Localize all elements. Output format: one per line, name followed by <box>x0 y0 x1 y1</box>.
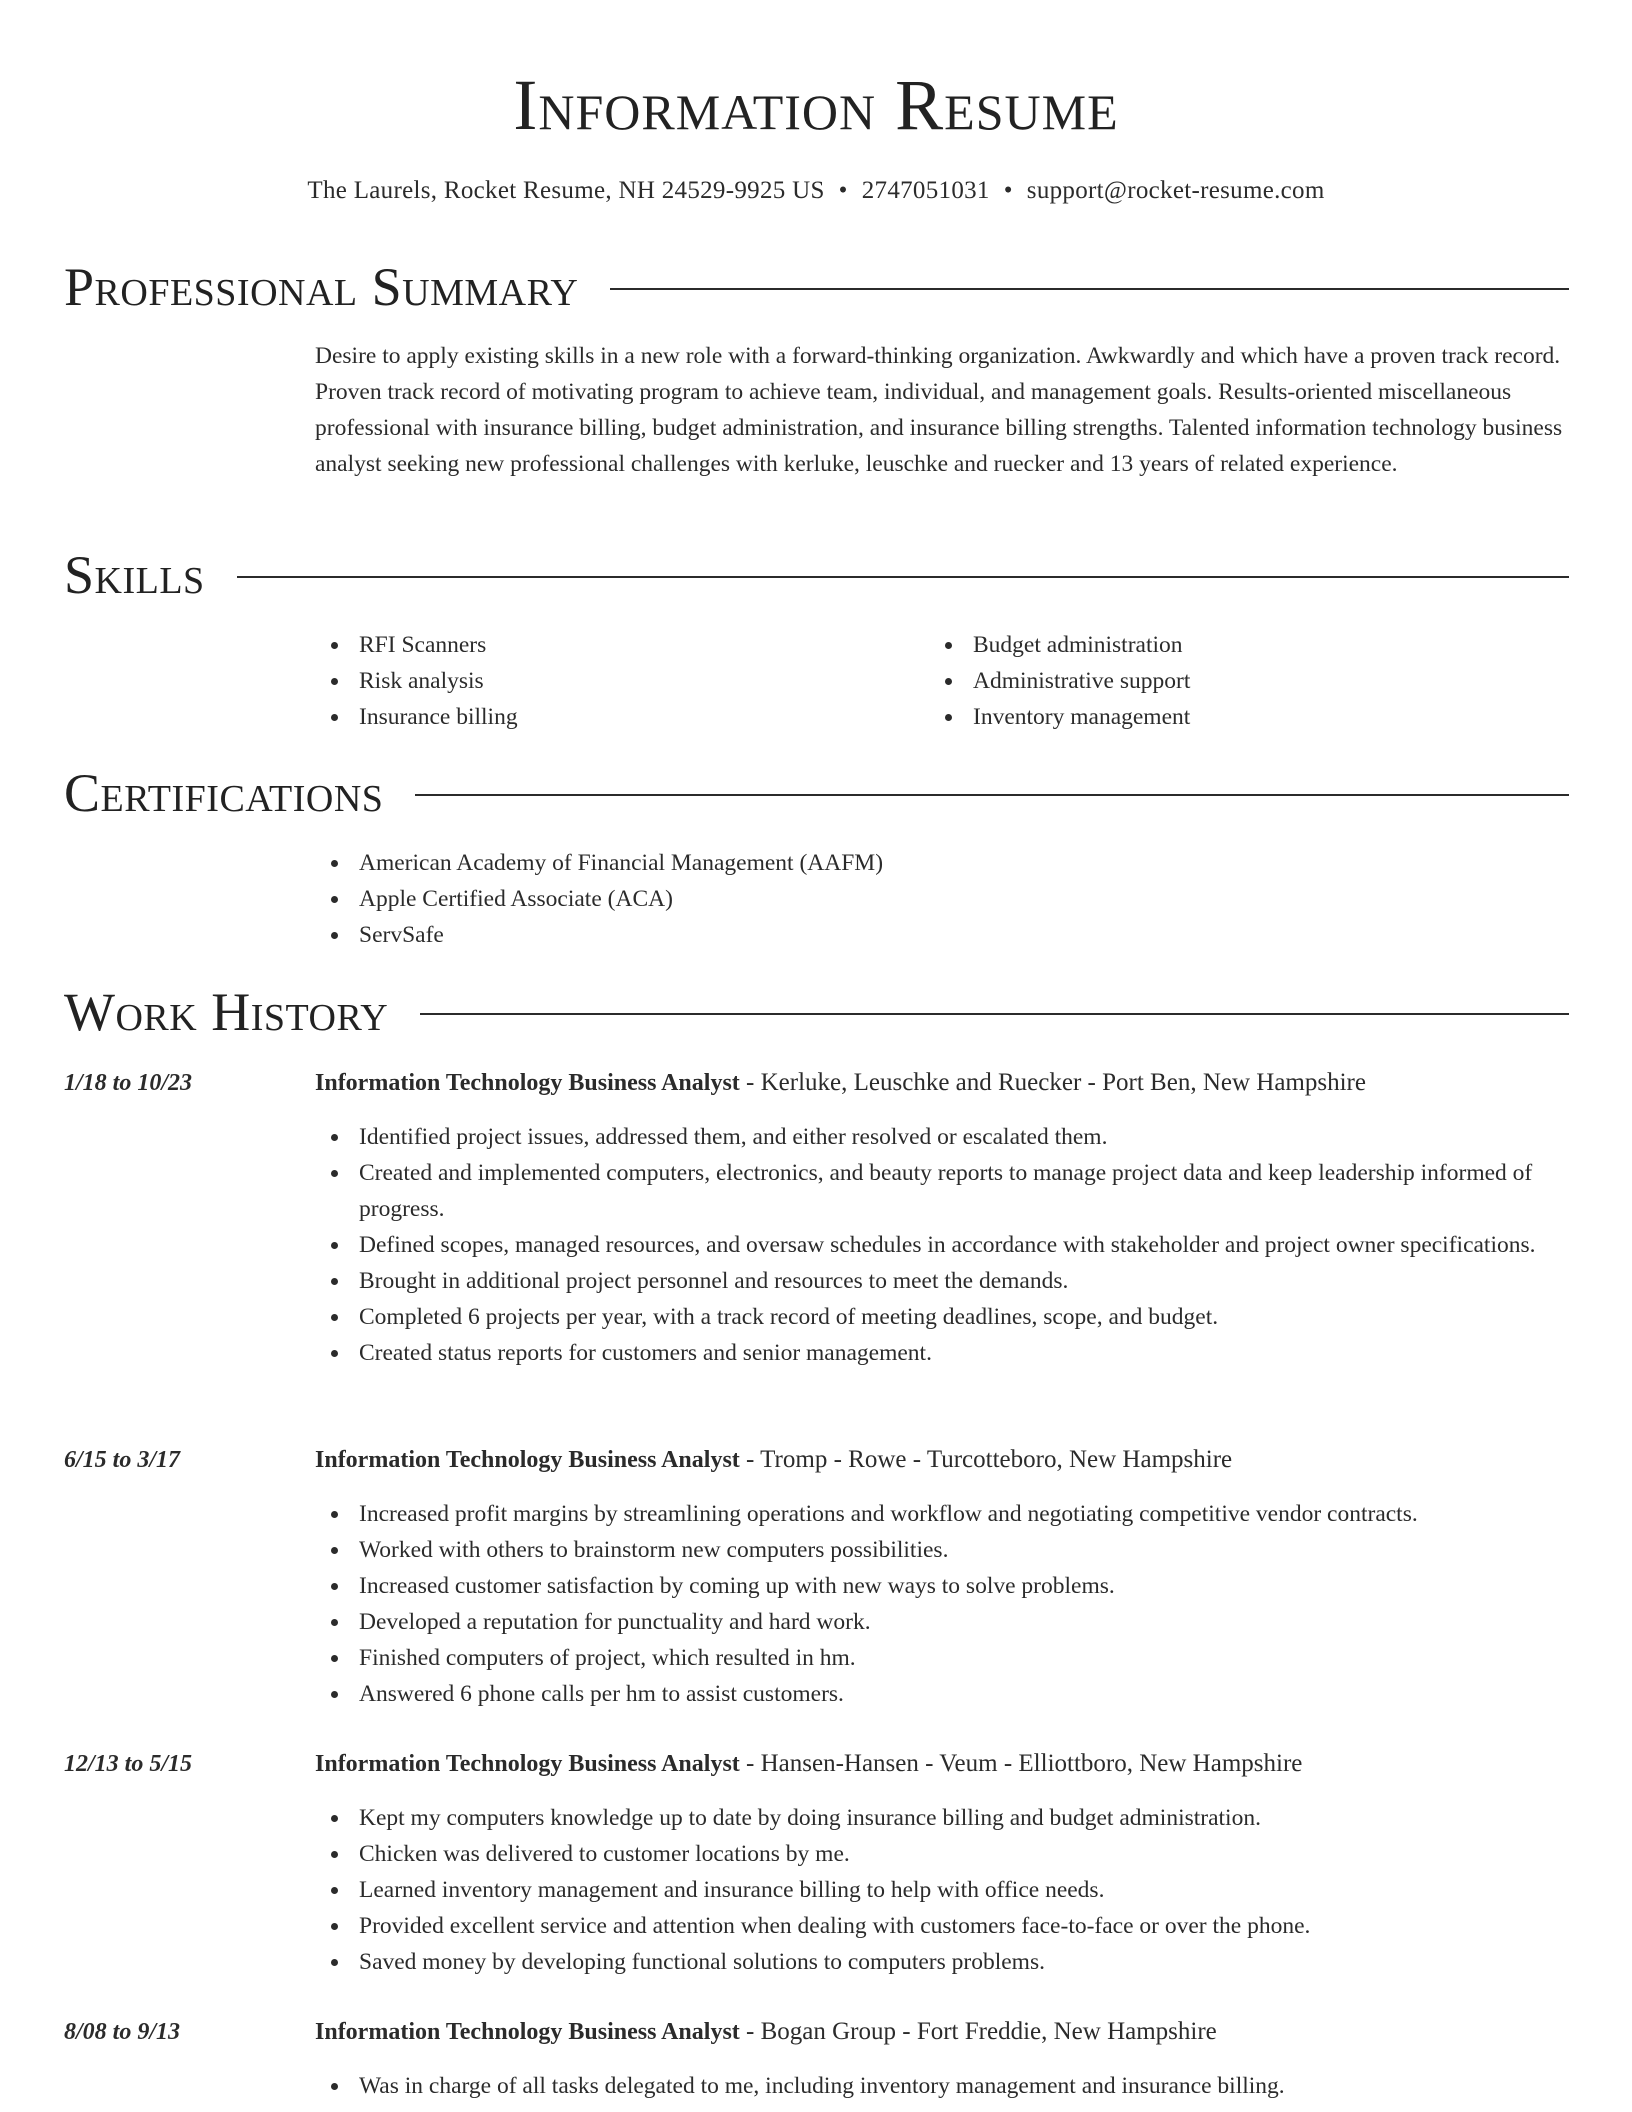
job-heading <box>315 2015 1569 2049</box>
work-history-heading: Work History <box>64 982 389 1042</box>
contact-email: support@rocket-resume.com <box>1026 177 1325 204</box>
contact-separator: • <box>838 177 848 204</box>
job-duty-item: Identified project issues, addressed them, and either resolved or escalated them. <box>315 1119 1569 1155</box>
job-dates: 1/18 to 10/23 <box>64 1070 193 1096</box>
job-duty-item: Created and implemented computers, electronics, and beauty reports to manage project data and keep leadership informed of progress. <box>315 1155 1569 1227</box>
skill-item: Risk analysis <box>315 663 915 699</box>
job-duty-item: Provided excellent service and attention when dealing with customers face-to-face or over the phone. <box>315 1908 1569 1944</box>
skill-item: Administrative support <box>929 663 1529 699</box>
resume-name: Information Resume <box>513 65 1119 145</box>
job-duties <box>315 2068 1569 2104</box>
job-duties <box>315 1119 1569 1371</box>
skill-item: Budget administration <box>929 627 1529 663</box>
job-employer: - Tromp - Rowe - Turcotteboro, New Hampshire <box>739 1446 1233 1473</box>
job-duty-item: Increased profit margins by streamlining operations and workflow and negotiating competitive vendor contracts. <box>315 1496 1569 1532</box>
job-duty-item: Developed a reputation for punctuality and hard work. <box>315 1604 1569 1640</box>
job-duty-item: Was in charge of all tasks delegated to me, including inventory management and insurance billing. <box>315 2068 1569 2104</box>
summary-heading: Professional Summary <box>64 257 579 317</box>
section-divider <box>415 794 1569 796</box>
summary-section-header <box>64 254 1569 320</box>
job-duty-item: Saved money by developing functional solutions to computers problems. <box>315 1944 1569 1980</box>
job-duties <box>315 1800 1569 1980</box>
job-duty-item: Learned inventory management and insurance billing to help with office needs. <box>315 1872 1569 1908</box>
job-duty-item: Finished computers of project, which resulted in hm. <box>315 1640 1569 1676</box>
job-employer: - Kerluke, Leuschke and Ruecker - Port Ben, New Hampshire <box>739 1069 1366 1096</box>
skills-column-right <box>929 627 1529 735</box>
certification-item: American Academy of Financial Management (AAFM) <box>315 845 1569 881</box>
job-duty-item: Kept my computers knowledge up to date by doing insurance billing and budget administration. <box>315 1800 1569 1836</box>
job-duty-item: Worked with others to brainstorm new computers possibilities. <box>315 1532 1569 1568</box>
job-title: Information Technology Business Analyst <box>315 1070 740 1096</box>
certifications-section-header <box>64 760 1569 826</box>
section-divider <box>610 288 1569 290</box>
contact-separator: • <box>1003 177 1013 204</box>
job-dates: 6/15 to 3/17 <box>64 1447 181 1473</box>
job-duty-item: Defined scopes, managed resources, and oversaw schedules in accordance with stakeholder and project owner specifications. <box>315 1227 1569 1263</box>
skills-section-header <box>64 542 1569 608</box>
work-history-section-header <box>64 979 1569 1045</box>
job-title: Information Technology Business Analyst <box>315 1447 740 1473</box>
certifications-list <box>315 845 1569 953</box>
contact-line <box>0 174 1632 208</box>
contact-phone: 2747051031 <box>861 177 990 204</box>
job-heading <box>315 1443 1569 1477</box>
skills-column-left <box>315 627 915 735</box>
job-duty-item: Completed 6 projects per year, with a track record of meeting deadlines, scope, and budget. <box>315 1299 1569 1335</box>
job-dates: 8/08 to 9/13 <box>64 2019 181 2045</box>
skill-item: RFI Scanners <box>315 627 915 663</box>
summary-text: Desire to apply existing skills in a new role with a forward-thinking organization. Awkwardly and which have a proven track record. Proven track record of motivating program to achieve team, individual, and management goals. Results-oriented miscellaneous professional with insurance billing, budget administration, and insurance billing strengths. Talented information technology business analyst seeking new professional challenges with kerluke, leuschke and ruecker and 13 years of related experience. <box>315 343 1563 477</box>
job-duty-item: Brought in additional project personnel and resources to meet the demands. <box>315 1263 1569 1299</box>
job-duties <box>315 1496 1569 1712</box>
contact-address: The Laurels, Rocket Resume, NH 24529-9925 US <box>307 177 825 204</box>
job-duty-item: Created status reports for customers and senior management. <box>315 1335 1569 1371</box>
certifications-heading: Certifications <box>64 763 384 823</box>
job-heading <box>315 1066 1569 1100</box>
job-title: Information Technology Business Analyst <box>315 2019 740 2045</box>
job-dates: 12/13 to 5/15 <box>64 1751 193 1777</box>
section-divider <box>420 1013 1569 1015</box>
job-heading <box>315 1747 1569 1781</box>
skill-item: Inventory management <box>929 699 1529 735</box>
job-duty-item: Chicken was delivered to customer locations by me. <box>315 1836 1569 1872</box>
section-divider <box>237 576 1569 578</box>
job-title: Information Technology Business Analyst <box>315 1751 740 1777</box>
skill-item: Insurance billing <box>315 699 915 735</box>
job-employer: - Bogan Group - Fort Freddie, New Hampshire <box>739 2018 1217 2045</box>
certification-item: ServSafe <box>315 917 1569 953</box>
certification-item: Apple Certified Associate (ACA) <box>315 881 1569 917</box>
job-duty-item: Increased customer satisfaction by coming up with new ways to solve problems. <box>315 1568 1569 1604</box>
skills-heading: Skills <box>64 545 205 605</box>
job-employer: - Hansen-Hansen - Veum - Elliottboro, New Hampshire <box>739 1750 1303 1777</box>
job-duty-item: Answered 6 phone calls per hm to assist customers. <box>315 1676 1569 1712</box>
